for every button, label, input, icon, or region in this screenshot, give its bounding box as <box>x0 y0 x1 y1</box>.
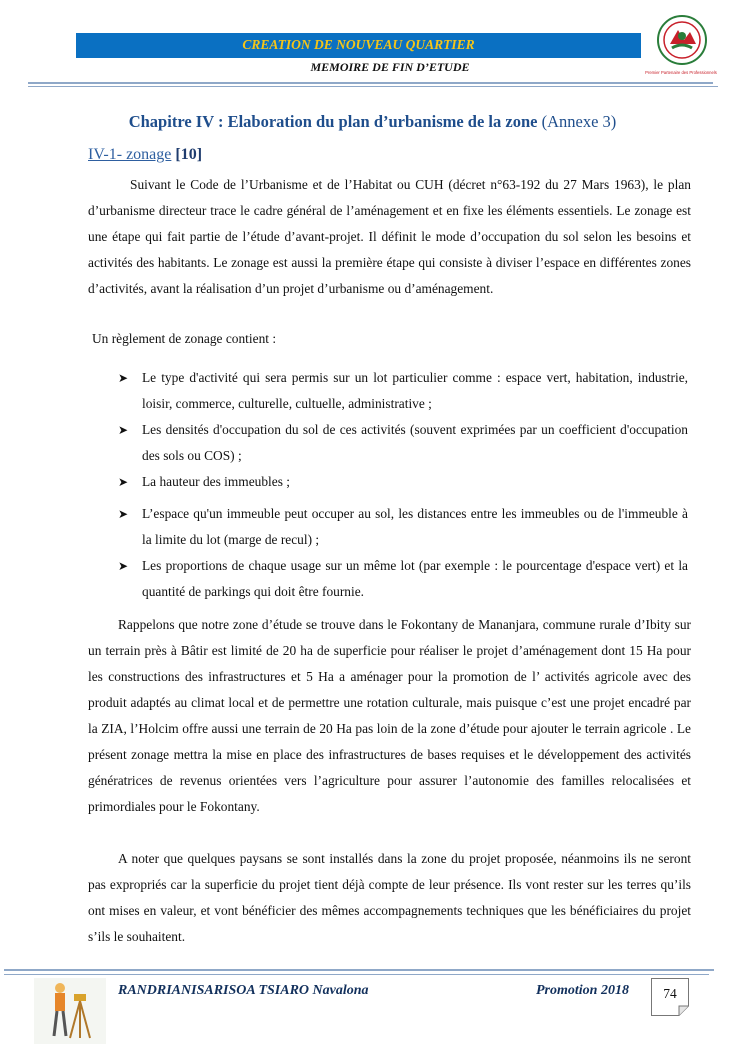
footer-promotion: Promotion 2018 <box>536 983 629 998</box>
paragraph-intro: Suivant le Code de l’Urbanisme et de l’Habitat ou CUH (décret n°63-192 du 27 Mars 1963), le plan d’urbanisme directeur trace le cadre général de l’aménagement et en fixe les éléments essentiels. Le zonage est une étape qui fait partie de l’étude d’avant-projet. Il définit le mode d’occupation du sol selon les besoins et activités des habitants. Le zonage est aussi la première étape qui consiste à diviser l’espace en différentes zones d’activités, avant la réalisation d’un projet d’urbanisme ou d’aménagement. <box>88 177 691 296</box>
list-item: ➤ L’espace qu'un immeuble peut occuper au sol, les distances entre les immeubles ou de l'immeuble à la limite du lot (marge de recul) ; <box>118 501 688 553</box>
header-title: CREATION DE NOUVEAU QUARTIER <box>242 37 475 52</box>
chapter-title <box>0 112 745 132</box>
list-lead: Un règlement de zonage contient : <box>92 331 277 346</box>
school-logo-icon <box>642 14 720 80</box>
list-item: ➤ Les proportions de chaque usage sur un même lot (par exemple : le pourcentage d'espace vert) et la quantité de parkings qui doit être fournie. <box>118 553 688 605</box>
paragraph-study-zone: Rappelons que notre zone d’étude se trouve dans le Fokontany de Mananjara, commune rurale d’Ibity sur un terrain près à Bâtir est limité de 20 ha de superficie pour réaliser le projet d’aménagement dont 15 Ha pour les constructions des infrastructures et 5 Ha a aménager pour la promotion de l’ activités agricole avec des produit adaptés au climat local et de permettre une rotation culturale, mais puisque c’est une projet encadré par la ZIA, l’Holcim offre aussi une terrain de 20 Ha pas loin de la zone d’étude pour ajouter le terrain agricole . Le présent zonage mettra la mise en place des infrastructures de bases requises et le développement des activités génératrices de revenus orientées vers l’agriculture pour assurer l’autonomie des familles relocalisées et primordiales pour le Fokontany. <box>88 617 691 814</box>
header-subtitle: MEMOIRE DE FIN D’ETUDE <box>310 60 470 74</box>
chapter-title-text: Chapitre IV : Elaboration du plan d’urbanisme de la zone <box>128 112 538 131</box>
arrow-bullet-icon: ➤ <box>118 507 129 521</box>
arrow-bullet-icon: ➤ <box>118 371 129 385</box>
zoning-rules-list <box>118 365 688 605</box>
header-rule-thin <box>28 86 718 87</box>
footer-rule-thin <box>4 974 709 975</box>
section-heading <box>88 146 202 164</box>
page-number-box <box>651 978 689 1016</box>
list-item: ➤ La hauteur des immeubles ; <box>118 469 688 495</box>
chapter-annex: (Annexe 3) <box>541 112 617 131</box>
surveyor-icon <box>34 978 106 1044</box>
list-item: ➤ Le type d'activité qui sera permis sur un lot particulier comme : espace vert, habitation, industrie, loisir, commerce, culturelle, cultuelle, administrative ; <box>118 365 688 417</box>
footer-rule <box>4 969 714 971</box>
paragraph-farmers: A noter que quelques paysans se sont installés dans la zone du projet proposée, néanmoins ils ne seront pas expropriés car la superficie du projet tient déjà compte de leur présence. Ils vont rester sur les terres qu’ils ont mises en valeur, et vont bénéficier des mêmes accompagnements techniques que les bénéficiaires du projet s’ils le souhaitent. <box>88 851 691 944</box>
header-rule <box>28 82 713 84</box>
logo-caption: Premier Partenaire des Professionnels <box>645 70 717 75</box>
arrow-bullet-icon: ➤ <box>118 475 129 489</box>
section-reference: [10] <box>175 146 203 163</box>
arrow-bullet-icon: ➤ <box>118 423 129 437</box>
arrow-bullet-icon: ➤ <box>118 559 129 573</box>
footer-author: RANDRIANISARISOA TSIARO Navalona <box>118 983 369 998</box>
page-number: 74 <box>663 986 677 1001</box>
list-item: ➤ Les densités d'occupation du sol de ces activités (souvent exprimées par un coefficient d'occupation des sols ou COS) ; <box>118 417 688 469</box>
section-number: IV-1- zonage <box>88 146 172 163</box>
